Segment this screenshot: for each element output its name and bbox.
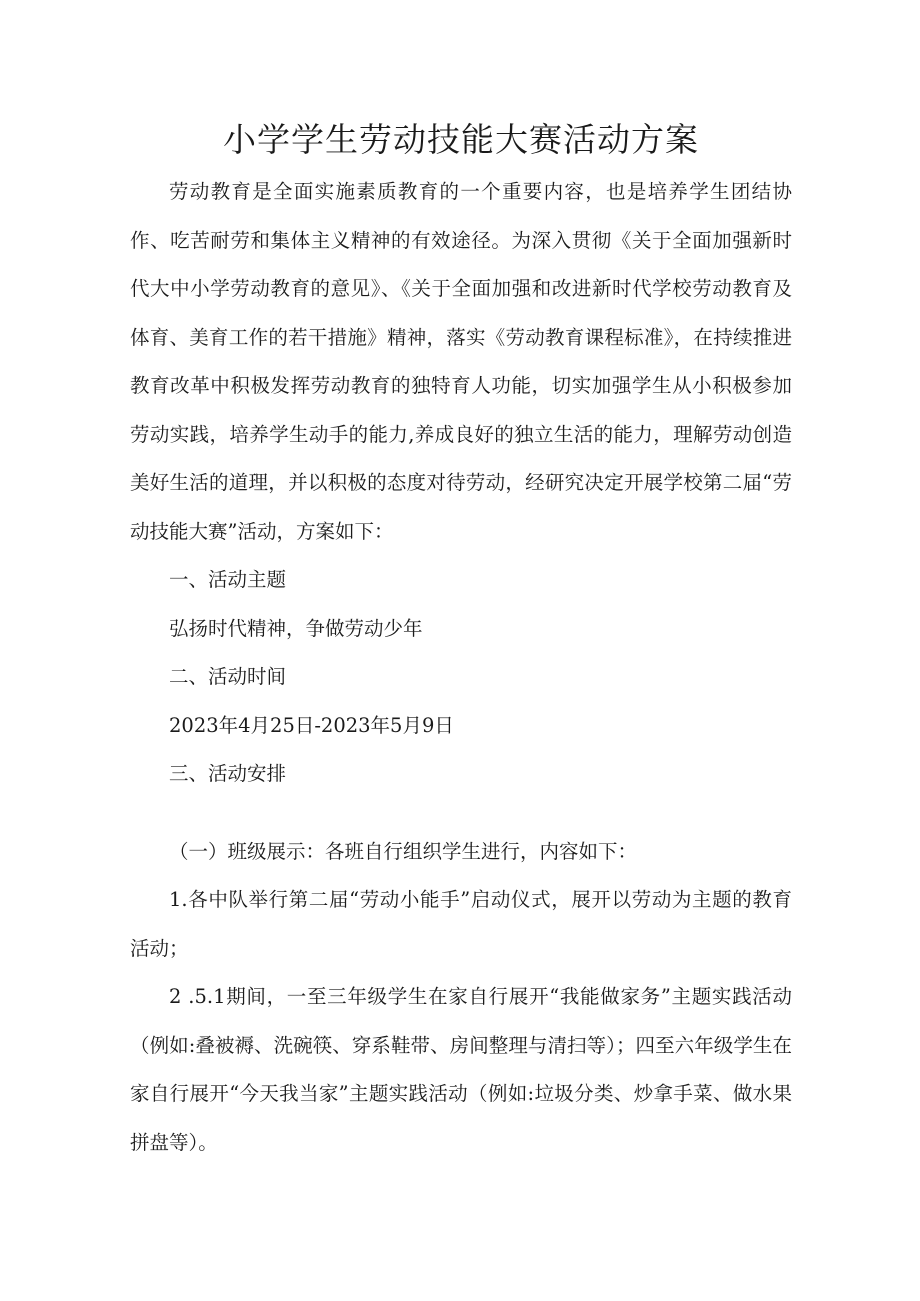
section-heading-time: 二、活动时间 [169,665,287,688]
intro-paragraph: 劳动教育是全面实施素质教育的一个重要内容，也是培养学生团结协作、吃苦耐劳和集体主义精神的有效途径。为深入贯彻《关于全面加强新时代大中小学劳动教育的意见》、《关于全面加强和改进新时代学校劳动教育及体育、美育工作的若干措施》精神，落实《劳动教育课程标准》，在持续推进教育改革中积极发挥劳动教育的独特育人功能，切实加强学生从小积极参加劳动实践，培养学生动手的能力,养成良好的独立生活的能力，理解劳动创造美好生活的道理，并以积极的态度对待劳动，经研究决定开展学校第二届“劳动技能大赛”活动，方案如下： [130,180,792,543]
section-heading-theme: 一、活动主题 [169,568,287,591]
subsection-heading-class-display: （一）班级展示：各班自行组织学生进行，内容如下： [169,839,638,863]
arrangement-item-2: 2 .5.1期间，一至三年级学生在家自行展开“我能做家务”主题实践活动（例如:叠被褥、洗碗筷、穿系鞋带、房间整理与清扫等）；四至六年级学生在家自行展开“今天我当家”主题实践活动（例如:垃圾分类、炒拿手菜、做水果拼盘等）。 [130,985,792,1154]
document-title: 小学学生劳动技能大赛活动方案 [223,120,699,159]
arrangement-item-1: 1.各中队举行第二届“劳动小能手”启动仪式，展开以劳动为主题的教育活动； [130,888,792,960]
theme-text: 弘扬时代精神，争做劳动少年 [169,616,423,640]
time-text: 2023年4月25日-2023年5月9日 [169,713,454,737]
section-heading-arrangement: 三、活动安排 [169,762,287,785]
spacer [130,799,792,828]
